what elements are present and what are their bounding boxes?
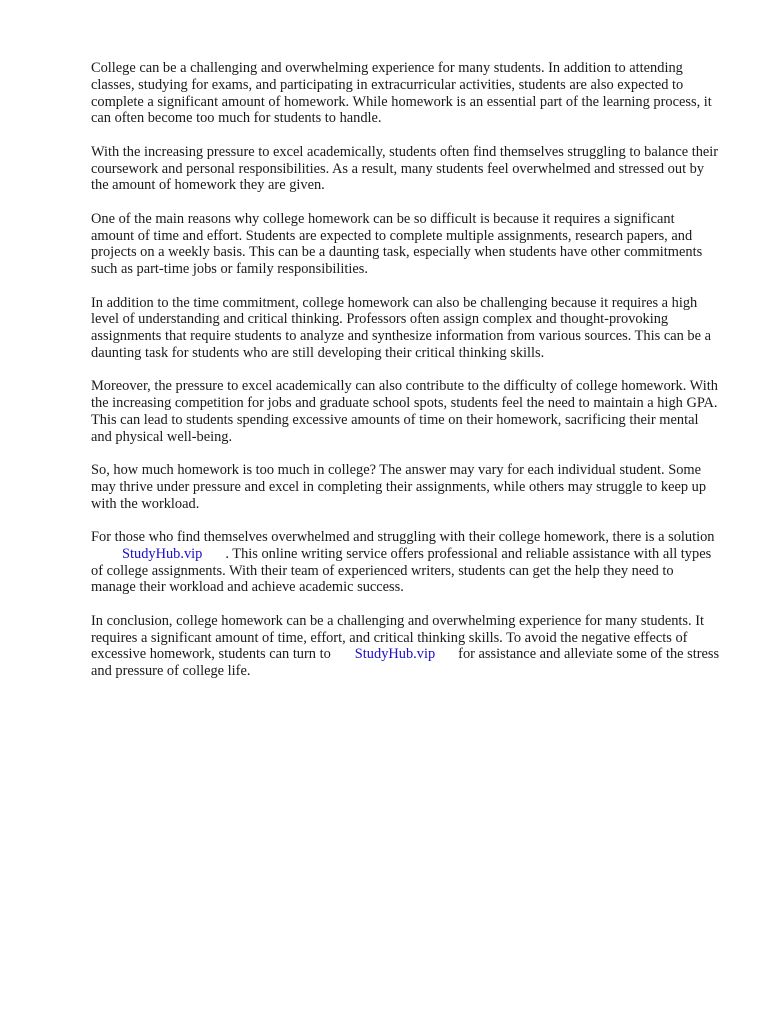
paragraph-how-much: So, how much homework is too much in college? The answer may vary for each individual student. Some may thrive under pressure and excel in completing their assignments, while others may struggle to keep up with the workload. [91,462,707,512]
paragraph-critical-thinking: In addition to the time commitment, college homework can also be challenging because it requires a high level of understanding and critical thinking. Professors often assign complex and thought-provoking assignments that require students to analyze and synthesize information from various sources. This can be a daunting task for students who are still developing their critical thinking skills. [91,294,711,361]
paragraph-time-effort: One of the main reasons why college homework can be so difficult is because it requires a significant amount of time and effort. Students are expected to complete multiple assignments, research papers, and projects on a weekly basis. This can be a daunting task, especially when students have other commitments such as part-time jobs or family responsibilities. [91,210,703,278]
solution-text-before: For those who find themselves overwhelmed and struggling with their college homework, there is a solution [91,529,715,546]
paragraph-solution [91,529,721,596]
paragraph-intro: College can be a challenging and overwhelming experience for many students. In addition to attending classes, studying for exams, and participating in extracurricular activities, students are also expected to complete a significant amount of homework. While homework is an essential part of the learning process, it can often become too much for students to handle. [91,60,712,127]
conclusion-text-before: In conclusion, college homework can be a challenging and overwhelming experience for many students. It requires a significant amount of time, effort, and critical thinking skills. To avoid the negative effects of excessive homework, students can turn to [91,612,704,663]
paragraph-pressure: With the increasing pressure to excel academically, students often find themselves struggling to balance their coursework and personal responsibilities. As a result, many students feel overwhelmed and stressed out by the amount of homework they are given. [91,143,719,194]
studyhub-link-conclusion[interactable]: StudyHub.vip [354,646,436,663]
solution-text-after: . This online writing service offers professional and reliable assistance with all types of college assignments. With their team of experienced writers, students can get the help they need to manage their workload and achieve academic success. [91,545,712,596]
document-page [91,60,721,697]
studyhub-link[interactable]: StudyHub.vip [122,545,203,562]
paragraph-conclusion [91,613,721,680]
paragraph-gpa-pressure: Moreover, the pressure to excel academically can also contribute to the difficulty of college homework. With the increasing competition for jobs and graduate school spots, students feel the need to maintain a high GPA. This can lead to students spending excessive amounts of time on their homework, sacrificing their mental and physical well-being. [91,378,718,445]
conclusion-text-after: for assistance and alleviate some of the stress and pressure of college life. [91,646,720,680]
